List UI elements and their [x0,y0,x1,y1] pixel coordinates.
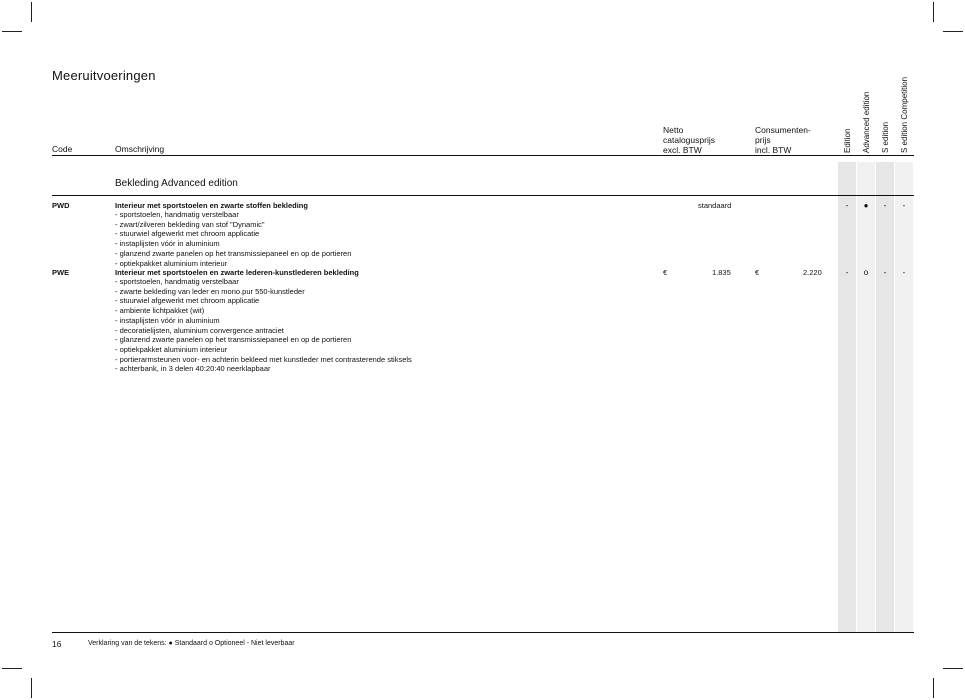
feature-item: - portierarmsteunen voor- en achterin bekleed met kunstleder met contrasterende stiksels [115,354,412,364]
header-net-price: Netto catalogusprijs excl. BTW [663,125,715,155]
feature-item: - decoratielijsten, aluminium convergence antraciet [115,325,284,335]
availability-mark: - [902,268,906,277]
feature-item: - ambiente lichtpakket (wit) [115,306,205,316]
header-edition: Edition [843,128,852,153]
crop-mark [31,2,32,22]
availability-mark: ● [863,201,869,210]
edition-column-band [838,162,856,632]
feature-item: - achterbank, in 3 delen 40:20:40 neerklapbaar [115,364,271,374]
legend: Verklaring van de tekens: ● Standaard o Optioneel - Niet leverbaar [88,640,295,647]
section-rule [52,195,914,196]
edition-column-band [876,162,894,632]
crop-mark [933,2,934,22]
feature-item: - optiekpakket aluminium interieur [115,258,228,268]
feature-item: - instaplijsten vóór in aluminium [115,239,220,249]
header-s-edition: S edition [881,121,890,153]
feature-item: - glanzend zwarte panelen op het transmissiepaneel en op de portieren [115,248,352,258]
availability-mark: - [902,201,906,210]
feature-item: - sportstoelen, handmatig verstelbaar [115,277,239,286]
header-advanced-edition: Advanced edition [862,91,871,153]
row-title: Interieur met sportstoelen en zwarte lederen-kunstlederen bekleding [115,268,359,277]
page-title: Meeruitvoeringen [52,68,156,83]
row-title: Interieur met sportstoelen en zwarte stoffen bekleding [115,201,308,210]
crop-mark [933,678,934,698]
header-rule [52,155,914,156]
feature-item: - stuurwiel afgewerkt met chroom applicatie [115,229,260,239]
currency-symbol: € [755,268,760,277]
feature-list [115,277,412,374]
crop-mark [2,668,22,669]
availability-mark: - [883,268,887,277]
header-code: Code [52,144,73,154]
header-description: Omschrijving [115,144,165,154]
edition-column-band [857,162,875,632]
footer-rule [52,632,914,633]
feature-item: - zwart/zilveren bekleding van stof "Dynamic" [115,219,265,229]
feature-item: - instaplijsten vóór in aluminium [115,315,220,325]
feature-item: - optiekpakket aluminium interieur [115,344,228,354]
crop-mark [943,31,963,32]
availability-mark: o [863,268,869,277]
crop-mark [943,668,963,669]
net-price: standaard [698,201,732,210]
consumer-price: 2.220 [803,268,822,277]
header-consumer-price: Consumenten- prijs incl. BTW [755,125,811,155]
availability-mark: - [845,201,849,210]
feature-item: - zwarte bekleding van leder en mono.pur 550-kunstleder [115,286,305,296]
feature-item: - glanzend zwarte panelen op het transmissiepaneel en op de portieren [115,335,352,345]
row-code: PWE [52,268,70,277]
availability-mark: - [845,268,849,277]
feature-item: - sportstoelen, handmatig verstelbaar [115,210,239,219]
feature-list [115,210,351,268]
net-price: 1.835 [712,268,731,277]
row-code: PWD [52,201,70,210]
edition-column-band [895,162,913,632]
crop-mark [2,31,22,32]
section-title: Bekleding Advanced edition [115,178,238,189]
availability-mark: - [883,201,887,210]
feature-item: - stuurwiel afgewerkt met chroom applicatie [115,296,260,306]
header-s-edition-competition: S edition Competition [900,76,909,153]
page-number: 16 [52,639,62,649]
crop-mark [31,678,32,698]
currency-symbol: € [663,268,668,277]
